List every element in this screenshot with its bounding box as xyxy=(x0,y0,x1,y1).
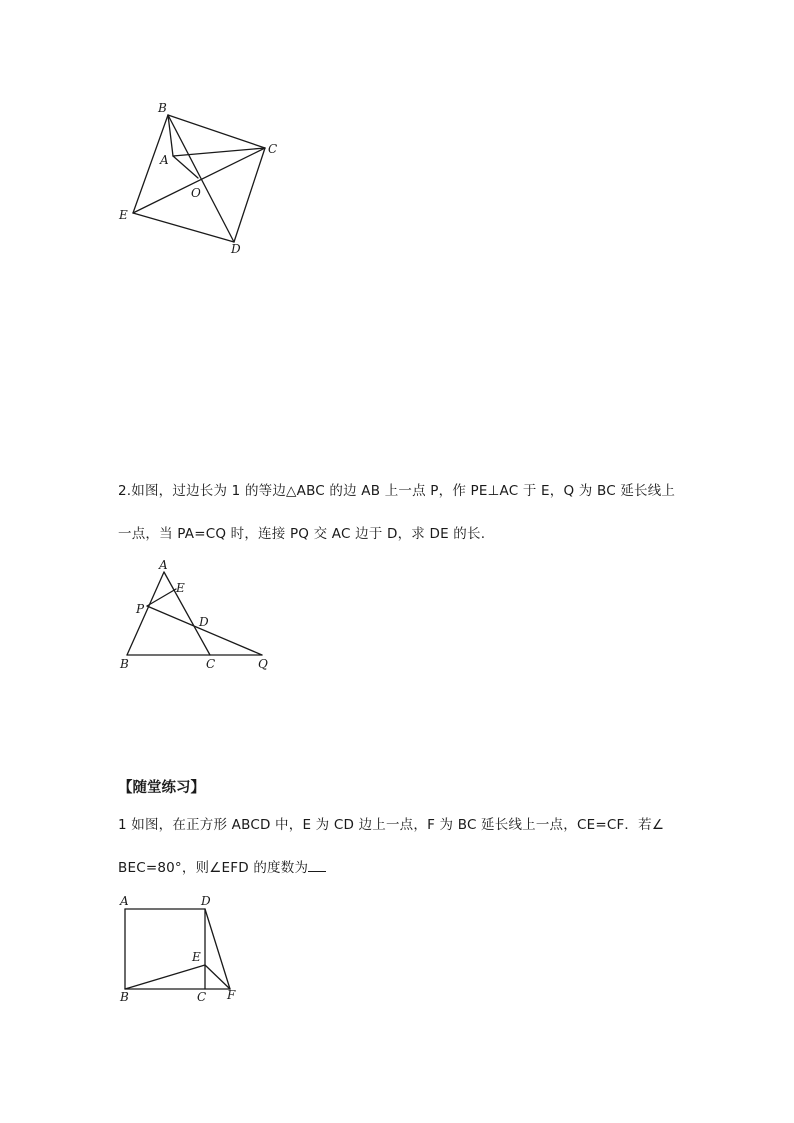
label-O: O xyxy=(191,186,201,200)
label-A: A xyxy=(159,558,168,572)
figure-quadrilateral-svg xyxy=(110,95,300,265)
segment-AO xyxy=(173,156,198,178)
figure-square-svg xyxy=(110,890,260,1010)
segment-PQ xyxy=(147,606,262,655)
label-C: C xyxy=(268,142,278,156)
practice-q1-line2-wrap xyxy=(118,859,326,877)
figure-equilateral-triangle xyxy=(110,555,290,675)
practice-q1-line2: BEC=80°，则∠EFD 的度数为 xyxy=(118,860,309,876)
segment-AB xyxy=(127,572,164,655)
practice-q1-line1: 1 如图，在正方形 ABCD 中，E 为 CD 边上一点，F 为 BC 延长线上一点，CE=CF．若∠ xyxy=(118,817,665,833)
label-B: B xyxy=(158,101,167,115)
label-E: E xyxy=(192,950,201,964)
label-D: D xyxy=(201,894,211,908)
segment-PE xyxy=(147,589,176,606)
segment-DE xyxy=(133,213,234,242)
segment-CD xyxy=(234,148,265,242)
problem2-line2: 一点，当 PA=CQ 时，连接 PQ 交 AC 边于 D，求 DE 的长. xyxy=(118,526,486,542)
label-D: D xyxy=(231,242,241,256)
label-P: P xyxy=(136,602,145,616)
practice-heading: 【随堂练习】 xyxy=(118,780,205,796)
figure-equilateral-triangle-svg xyxy=(110,555,290,675)
label-C: C xyxy=(197,990,207,1004)
label-B: B xyxy=(120,990,129,1004)
figure-quadrilateral xyxy=(110,95,300,265)
segment-BE xyxy=(125,965,205,989)
figure-square xyxy=(110,890,260,1010)
label-F: F xyxy=(227,988,236,1002)
label-C: C xyxy=(206,657,216,671)
answer-blank[interactable] xyxy=(308,859,326,872)
label-Q: Q xyxy=(258,657,268,671)
label-E: E xyxy=(176,581,185,595)
label-A: A xyxy=(160,153,169,167)
label-E: E xyxy=(119,208,128,222)
segment-AC xyxy=(164,572,210,655)
label-D: D xyxy=(199,615,209,629)
label-A: A xyxy=(120,894,129,908)
label-B: B xyxy=(120,657,129,671)
problem2-line1: 2.如图，过边长为 1 的等边△ABC 的边 AB 上一点 P，作 PE⊥AC 于 E，Q 为 BC 延长线上 xyxy=(118,483,676,499)
